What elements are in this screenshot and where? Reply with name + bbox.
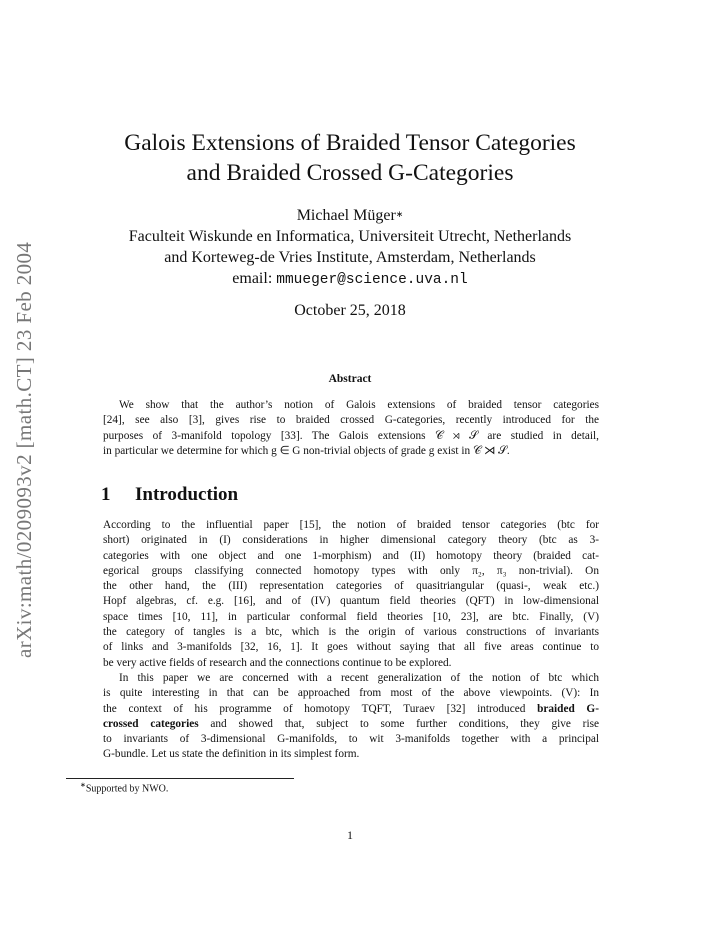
author-name-text: Michael Müger bbox=[296, 207, 396, 224]
intro-line: egorical groups classifying connected homotopy types with only π₂, π₃ non-trivial). On bbox=[103, 564, 599, 577]
abstract-line: [24], see also [3], gives rise to braided crossed G-categories, recently introduced for the bbox=[103, 414, 599, 427]
title-line-1: Galois Extensions of Braided Tensor Categories bbox=[124, 130, 576, 156]
author-footnote-mark: ∗ bbox=[395, 209, 404, 219]
intro-text: and showed that, subject to some further conditions, they give rise bbox=[198, 717, 599, 730]
page-number: 1 bbox=[347, 828, 353, 842]
abstract-line: We show that the author’s notion of Galois extensions of braided tensor categories bbox=[119, 399, 599, 411]
section-heading-introduction bbox=[101, 484, 238, 506]
introduction-body bbox=[103, 518, 599, 763]
intro-line: G-bundle. Let us state the definition in its simplest form. bbox=[103, 748, 360, 761]
intro-line: is quite interesting in that can be approached from most of the above viewpoints. (V): In bbox=[103, 687, 599, 700]
intro-line: In this paper we are concerned with a recent generalization of the notion of btc which bbox=[119, 671, 599, 684]
abstract-body bbox=[103, 398, 599, 459]
intro-line: the category of tangles is a btc, which is the origin of various constructions of invariants bbox=[103, 626, 599, 639]
abstract-line: in particular we determine for which g ∈ G non-trivial objects of grade g exist in 𝒞 ⋊ 𝒮. bbox=[103, 444, 510, 457]
paper-date: October 25, 2018 bbox=[294, 302, 406, 319]
paper-title bbox=[100, 128, 600, 188]
intro-line: categories with one object and one 1-morphism) and (II) homotopy theory (braided cat- bbox=[103, 549, 599, 562]
intro-line: Hopf algebras, cf. e.g. [16], and of (IV) quantum field theories (QFT) in low-dimensional bbox=[103, 595, 599, 608]
bold-term: crossed categories bbox=[103, 717, 199, 730]
abstract-heading: Abstract bbox=[328, 373, 372, 385]
intro-line: the other hand, the (III) representation categories of quasitriangular (quasi-, weak etc.) bbox=[103, 580, 599, 593]
affiliation-line-2: and Korteweg-de Vries Institute, Amsterdam, Netherlands bbox=[164, 249, 536, 266]
email-line bbox=[90, 268, 610, 291]
footnote-rule bbox=[66, 778, 294, 779]
author-block bbox=[90, 205, 610, 291]
title-line-2: and Braided Crossed G-Categories bbox=[186, 160, 514, 186]
email-label: email: bbox=[232, 270, 273, 287]
intro-line: be very active fields of research and the connections continue to be explored. bbox=[103, 656, 452, 669]
section-number: 1 bbox=[101, 484, 111, 505]
intro-text: the context of his programme of homotopy TQFT, Turaev [32] introduced bbox=[103, 702, 538, 715]
email-address[interactable]: mmueger@science.uva.nl bbox=[276, 272, 468, 288]
footnote-text: Supported by NWO. bbox=[85, 783, 169, 795]
footnote-mark: ∗ bbox=[80, 781, 86, 789]
intro-line: space times [10, 11], in particular conformal field theories [10, 23], are btc. Finally, (V) bbox=[103, 610, 599, 623]
arxiv-identifier-stamp: arXiv:math/0209093v2 [math.CT] 23 Feb 2004 bbox=[12, 241, 36, 658]
intro-line bbox=[103, 702, 599, 717]
intro-line: to invariants of 3-dimensional G-manifolds, to wit 3-manifolds together with a principal bbox=[103, 733, 599, 746]
section-title: Introduction bbox=[135, 484, 239, 505]
bold-term: braided G- bbox=[537, 702, 599, 715]
author-name bbox=[90, 205, 610, 226]
intro-line: of links and 3-manifolds [32, 16, 1]. It goes without saying that all five areas continue to bbox=[103, 641, 599, 654]
intro-line: short) originated in (I) considerations in higher dimensional category theory (btc as 3- bbox=[103, 534, 599, 547]
abstract-line: purposes of 3-manifold topology [33]. The Galois extensions 𝒞 ⋊ 𝒮 are studied in detail, bbox=[103, 429, 599, 442]
footnote bbox=[80, 781, 168, 794]
intro-line: According to the influential paper [15], the notion of braided tensor categories (btc for bbox=[103, 519, 599, 531]
affiliation-line-1: Faculteit Wiskunde en Informatica, Universiteit Utrecht, Netherlands bbox=[128, 228, 572, 245]
intro-line bbox=[103, 717, 599, 732]
